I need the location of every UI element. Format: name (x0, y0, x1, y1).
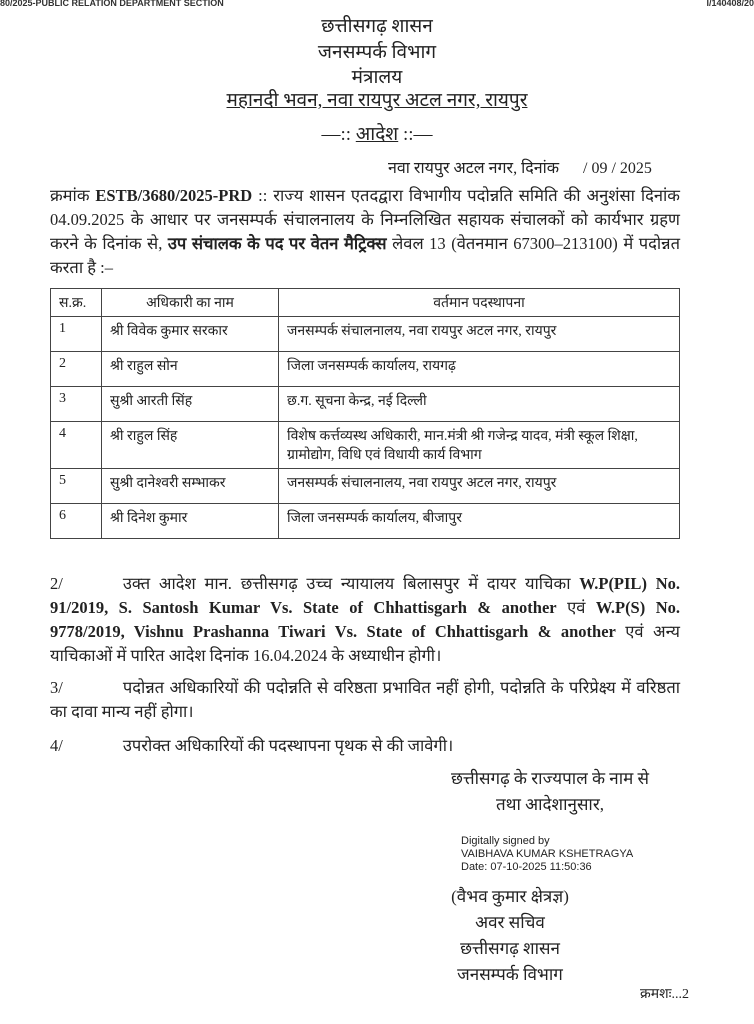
closing-block (400, 766, 700, 818)
table-row (51, 387, 680, 422)
order-title-suffix: ::— (402, 124, 433, 145)
para-number: 3/ (50, 678, 63, 697)
cell-serial: 6 (51, 504, 102, 539)
cell-current-posting: जिला जनसम्पर्क कार्यालय, बीजापुर (279, 504, 680, 539)
top-left-reference: 80/2025-PUBLIC RELATION DEPARTMENT SECTION (0, 0, 224, 8)
cell-serial: 4 (51, 422, 102, 469)
signatory-designation: अवर सचिव (475, 913, 545, 932)
table-row (51, 422, 680, 469)
place-date: नवा रायपुर अटल नगर, दिनांक / 09 / 2025 (388, 160, 652, 177)
para2-text-1: उक्त आदेश मान. छत्तीसगढ़ उच्च न्यायालय बिलासपुर में दायर याचिका (122, 574, 580, 593)
cell-current-posting: जिला जनसम्पर्क कार्यालय, रायगढ़ (279, 352, 680, 387)
cell-serial: 5 (51, 469, 102, 504)
cell-officer-name: श्री राहुल सिंह (102, 422, 279, 469)
cell-current-posting: जनसम्पर्क संचालनालय, नवा रायपुर अटल नगर, रायपुर (279, 469, 680, 504)
para3-text: पदोन्नत अधिकारियों की पदोन्नति से वरिष्ठता प्रभावित नहीं होगी, पदोन्नति के परिप्रेक्ष्य में वरिष्ठता का दावा मान्य नहीं होगा। (50, 678, 680, 721)
cell-officer-name: सुश्री आरती सिंह (102, 387, 279, 422)
order-title-prefix: —:: (321, 124, 352, 145)
para-number: 4/ (50, 736, 63, 755)
closing-line-1: छत्तीसगढ़ के राज्यपाल के नाम से (450, 769, 650, 788)
header-state: छत्तीसगढ़ शासन (321, 16, 433, 37)
signature-date: Date: 07-10-2025 11:50:36 (461, 861, 592, 873)
header-department: जनसम्पर्क विभाग (317, 42, 437, 63)
signatory-block (440, 884, 580, 988)
cell-serial: 2 (51, 352, 102, 387)
para-number: 2/ (50, 574, 63, 593)
header-posting: वर्तमान पदस्थापना (279, 289, 680, 317)
cell-current-posting: विशेष कर्त्तव्यस्थ अधिकारी, मान.मंत्री श्री गजेन्द्र यादव, मंत्री स्कूल शिक्षा, ग्रामोद्योग, विधि एवं विधायी कार्य विभाग (279, 422, 680, 469)
signatory-name: (वैभव कुमार क्षेत्रज्ञ) (451, 887, 569, 906)
cell-officer-name: श्री राहुल सोन (102, 352, 279, 387)
paragraph-3 (50, 676, 680, 724)
header-serial: स.क्र. (51, 289, 102, 317)
cell-current-posting: छ.ग. सूचना केन्द्र, नई दिल्ली (279, 387, 680, 422)
order-title-text: आदेश (355, 124, 399, 145)
order-number: ESTB/3680/2025-PRD (95, 186, 253, 205)
para4-text: उपरोक्त अधिकारियों की पदस्थापना पृथक से की जावेगी। (122, 736, 454, 755)
intro-text: :: राज्य शासन एतदद्वारा विभागीय पदोन्नति समिति की अनुशंसा दिनांक 04.09.2025 के आधार पर जनसम्पर्क संचालनालय के निम्नलिखित सहायक संचालकों को कार्यभार ग्रहण करने के दिनांक से, (50, 186, 680, 253)
case-1: W.P(PIL) No. 91/2019, S. Santosh Kumar Vs. State of Chhattisgarh & another (50, 574, 680, 617)
cell-current-posting: जनसम्पर्क संचालनालय, नवा रायपुर अटल नगर, रायपुर (279, 317, 680, 352)
para2-text-3: एवं अन्य याचिकाओं में पारित आदेश दिनांक 16.04.2024 के अध्याधीन होगी। (50, 622, 681, 665)
table-header-row (51, 289, 680, 317)
para2-text-2: एवं (556, 598, 596, 617)
cell-officer-name: श्री विवेक कुमार सरकार (102, 317, 279, 352)
table-row (51, 352, 680, 387)
digital-signature (461, 835, 633, 874)
signer-name: VAIBHAVA KUMAR KSHETRAGYA (461, 848, 634, 860)
intro-bold-text: उप संचालक के पद पर वेतन मैट्रिक्स (167, 234, 387, 253)
cell-serial: 3 (51, 387, 102, 422)
cell-officer-name: सुश्री दानेश्वरी सम्भाकर (102, 469, 279, 504)
signature-label: Digitally signed by (461, 835, 550, 847)
cell-officer-name: श्री दिनेश कुमार (102, 504, 279, 539)
paragraph-2 (50, 572, 680, 668)
table-row (51, 469, 680, 504)
intro-paragraph (50, 184, 680, 280)
signatory-org-2: जनसम्पर्क विभाग (457, 965, 563, 984)
header-name: अधिकारी का नाम (102, 289, 279, 317)
top-right-reference: I/140408/20 (706, 0, 754, 8)
header-address: महानदी भवन, नवा रायपुर अटल नगर, रायपुर (226, 90, 528, 111)
table-row (51, 317, 680, 352)
continued-marker: क्रमशः...2 (640, 987, 689, 1002)
paragraph-4 (50, 734, 680, 758)
case-2: W.P(S) No. 9778/2019, Vishnu Prashanna Tiwari Vs. State of Chhattisgarh & another (50, 598, 680, 641)
signatory-org-1: छत्तीसगढ़ शासन (460, 939, 560, 958)
closing-line-2: तथा आदेशानुसार, (495, 795, 605, 814)
cell-serial: 1 (51, 317, 102, 352)
intro-text-2: लेवल 13 (वेतनमान 67300–213100) में पदोन्नत करता है :– (50, 234, 680, 277)
officer-table (50, 288, 680, 539)
intro-prefix: क्रमांक (50, 186, 96, 205)
header-ministry: मंत्रालय (351, 67, 403, 88)
table-row (51, 504, 680, 539)
order-title (0, 120, 754, 146)
